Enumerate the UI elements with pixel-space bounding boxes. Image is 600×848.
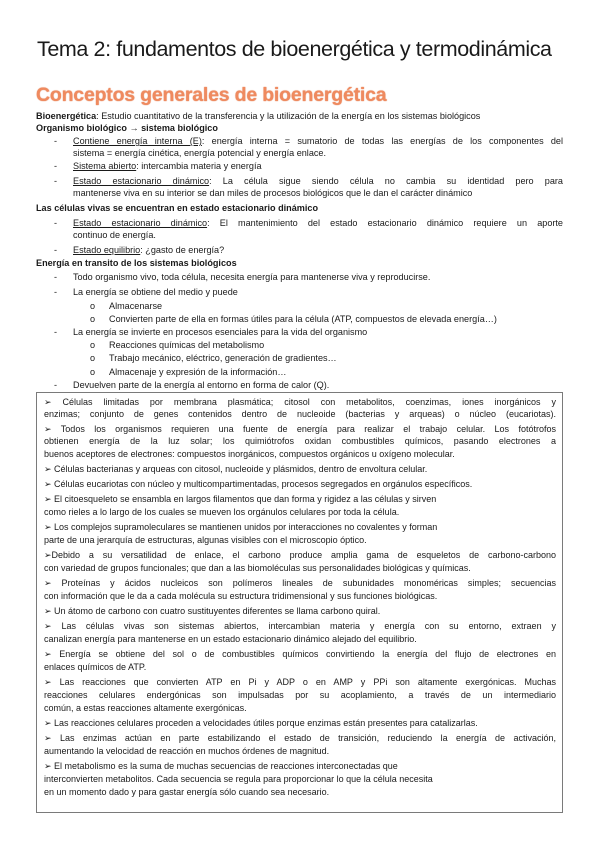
organismo-item-1-text: : energía interna = sumatorio de todas las energías de los componentes del	[201, 136, 563, 146]
box-line: ➢ Células limitadas por membrana plasmática; citosol con metabolitos, coenzimas, iones inorgánicos y	[44, 397, 556, 407]
celulas-item-2-term: Estado equilibrio	[73, 245, 141, 255]
box-line: enlaces químicos de ATP.	[44, 662, 147, 672]
bioenergetica-definition	[36, 111, 480, 122]
organismo-item-1-cont: sistema = energía cinética, energía potencial y energía enlace.	[73, 148, 327, 158]
celulas-item-2	[73, 245, 224, 256]
bullet-circle: o	[90, 301, 96, 311]
bullet-dash: -	[54, 161, 58, 171]
organismo-item-3-term: Estado estacionario dinámico	[73, 176, 210, 186]
bullet-circle: o	[90, 353, 96, 363]
box-line: ➢Debido a su versatilidad de enlace, el carbono produce amplia gama de esqueletos de carbono-carbono	[44, 550, 556, 560]
bullet-dash: -	[54, 272, 58, 282]
box-line: ➢ Las enzimas actúan en parte estabilizando el estado de transición, reduciendo la energía de activación,	[44, 733, 556, 743]
bullet-circle: o	[90, 367, 96, 377]
celulas-item-1-text: : El mantenimiento del estado estacionario dinámico requiere un aporte	[207, 218, 563, 228]
summary-box	[36, 392, 563, 813]
bullet-circle: o	[90, 340, 96, 350]
organismo-item-2	[73, 161, 262, 172]
transito-line-2: La energía se obtiene del medio y puede	[73, 287, 238, 297]
transito-sub-1: Almacenarse	[109, 301, 163, 311]
box-line: ➢ Las reacciones que convierten ATP en Pi y ADP o en AMP y PPi son altamente exergónicas. Muchas	[44, 677, 556, 687]
box-line: ➢ El metabolismo es la suma de muchas secuencias de reacciones interconectadas que	[44, 761, 398, 771]
bullet-dash: -	[54, 380, 58, 390]
organismo-item-1-term: Contiene energía interna (E)	[73, 136, 202, 146]
transito-sub-3: Reacciones químicas del metabolismo	[109, 340, 265, 350]
transito-line-3: La energía se invierte en procesos esenciales para la vida del organismo	[73, 327, 368, 337]
bullet-dash: -	[54, 136, 58, 146]
box-line: ➢ Las células vivas son sistemas abiertos, intercambian materia y energía con su entorno, extraen y	[44, 621, 556, 631]
box-line: interconvierten metabolitos. Cada secuencia se regula para proporcionar lo que la célula necesita	[44, 774, 433, 784]
organismo-item-3	[73, 176, 563, 187]
celulas-heading: Las células vivas se encuentran en estado estacionario dinámico	[36, 203, 319, 213]
box-line: enzimas; conjunto de genes contenidos dentro de nucleoide (bacterias y arqueas) o núcleo (eucariotas).	[44, 409, 556, 419]
box-line: ➢ Proteínas y ácidos nucleicos son polímeros lineales de subunidades monoméricas simples; secuencias	[44, 578, 556, 588]
organismo-item-3-cont: mantenerse viva en su interior se dan miles de procesos biológicos que le dan el carácter dinámico	[73, 188, 473, 198]
transito-sub-4: Trabajo mecánico, eléctrico, generación de gradientes…	[109, 353, 337, 363]
box-line: ➢ El citoesqueleto se ensambla en largos filamentos que dan forma y rigidez a las células y sirven	[44, 494, 437, 504]
organismo-heading: Organismo biológico → sistema biológico	[36, 123, 218, 133]
bullet-dash: -	[54, 327, 58, 337]
transito-sub-5: Almacenaje y expresión de la información…	[109, 367, 287, 377]
organismo-item-1	[73, 136, 563, 147]
box-line: parte de una jerarquía de estructuras, algunas visibles con el microscopio óptico.	[44, 535, 367, 545]
box-line: con información que le da a cada molécula su estructura tridimensional y sus funciones biológicas.	[44, 591, 438, 601]
bullet-dash: -	[54, 176, 58, 186]
transito-line-4: Devuelven parte de la energía al entorno en forma de calor (Q).	[73, 380, 330, 390]
section-heading: Conceptos generales de bioenergética	[36, 84, 387, 106]
box-line: con variedad de grupos funcionales; que dan a las biomoléculas sus personalidades biológicas y químicas.	[44, 563, 471, 573]
transito-heading: Energía en transito de los sistemas biológicos	[36, 258, 237, 268]
organismo-item-3-text: : La célula sigue siendo célula no cambia su identidad pero para	[209, 176, 563, 186]
box-line: reacciones celulares endergónicas son impulsadas por su acoplamiento, a través de un intermediario	[44, 690, 556, 700]
box-line: obtienen energía de la luz solar; los quimiótrofos oxidan combustibles químicos, pasando electrones a	[44, 436, 556, 446]
bioenergetica-text: : Estudio cuantitativo de la transferencia y la utilización de la energía en los sistemas biológicos	[96, 111, 481, 121]
box-line: ➢ Células bacterianas y arqueas con citosol, nucleoide y plásmidos, dentro de envoltura celular.	[44, 464, 428, 474]
box-line: común, a estas reacciones altamente exergónicas.	[44, 703, 247, 713]
bioenergetica-term: Bioenergética	[36, 111, 97, 121]
box-line: ➢ Los complejos supramoleculares se mantienen unidos por interacciones no covalentes y forman	[44, 522, 438, 532]
celulas-item-1-term: Estado estacionario dinámico	[73, 218, 208, 228]
celulas-item-2-text: : ¿gasto de energía?	[140, 245, 225, 255]
celulas-item-1	[73, 218, 563, 229]
organismo-item-2-term: Sistema abierto	[73, 161, 137, 171]
bullet-dash: -	[54, 287, 58, 297]
page-title: Tema 2: fundamentos de bioenergética y termodinámica	[37, 37, 552, 61]
box-line: como rieles a lo largo de los cuales se mueven los orgánulos celulares por toda la célula.	[44, 507, 400, 517]
box-line: canalizan energía para mantenerse en un estado estacionario dinámico alejado del equilibrio.	[44, 634, 417, 644]
bullet-circle: o	[90, 314, 96, 324]
organismo-item-2-text: : intercambia materia y energía	[136, 161, 262, 171]
box-line: ➢ Todos los organismos requieren una fuente de energía para realizar el trabajo celular. Los fotótrofos	[44, 424, 556, 434]
box-line: ➢ Un átomo de carbono con cuatro sustituyentes diferentes se llama carbono quiral.	[44, 606, 381, 616]
bullet-dash: -	[54, 218, 58, 228]
transito-line-1: Todo organismo vivo, toda célula, necesita energía para mantenerse viva y reproducirse.	[73, 272, 431, 282]
bullet-dash: -	[54, 245, 58, 255]
box-line: ➢ Las reacciones celulares proceden a velocidades útiles porque enzimas están presentes para catalizarlas.	[44, 718, 478, 728]
celulas-item-1-cont: continuo de energía.	[73, 230, 156, 240]
box-line: ➢ Energía se obtiene del sol o de combustibles químicos convirtiendo la energía del flujo de electrones en	[44, 649, 556, 659]
transito-sub-2: Convierten parte de ella en formas útiles para la célula (ATP, compuestos de elevada energía…)	[109, 314, 497, 324]
box-line: ➢ Células eucariotas con núcleo y multicompartimentadas, procesos segregados en orgánulos específicos.	[44, 479, 473, 489]
box-line: buenos aceptores de electrones: compuestos inorgánicos, compuestos orgánicos u oxígeno molecular.	[44, 449, 455, 459]
box-line: en un momento dado y para gastar energía sólo cuando sea necesario.	[44, 787, 330, 797]
box-line: aumentando la velocidad de reacción en muchos órdenes de magnitud.	[44, 746, 330, 756]
